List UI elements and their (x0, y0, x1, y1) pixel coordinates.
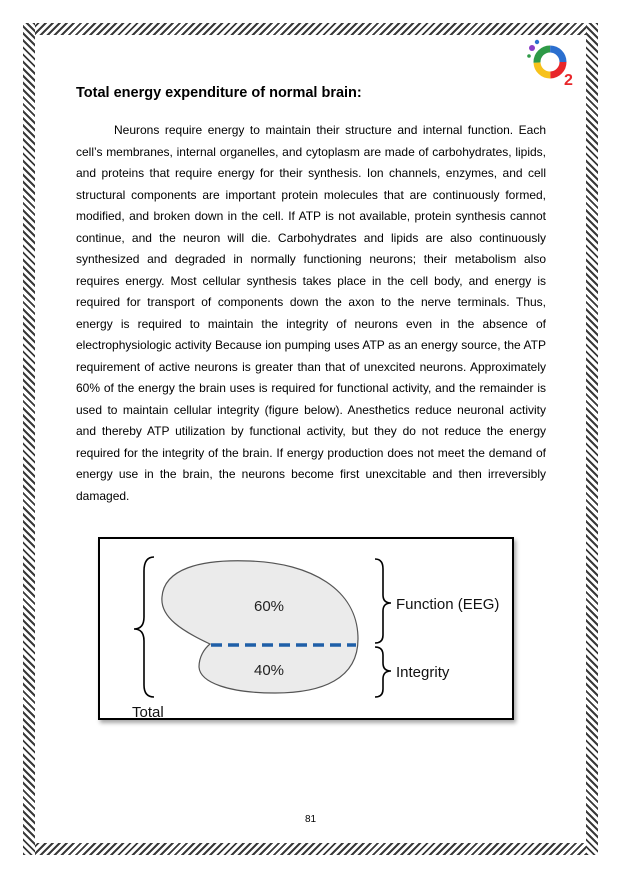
body-paragraph: Neurons require energy to maintain their structure and internal function. Each cell’s membranes, internal organelles, and cytoplasm are made of carbohydrates, lipids, and proteins that require energy for their synthesis. Ion channels, enzymes, and cell structural components are important protein molecules that are continuously formed, modified, and broken down in the cell. If ATP is not available, protein synthesis cannot continue, and the neuron will die. Carbohydrates and lipids are also continuously synthesized and degraded in normally functioning neurons; their metabolism also requires energy. Most cellular synthesis takes place in the cell body, and energy is required for transport of components down the axon to the nerve terminals. Thus, energy is required to maintain the integrity of neurons even in the absence of electrophysiologic activity Because ion pumping uses ATP as an energy source, the ATP requirement of active neurons is greater than that of unexcited neurons. Approximately 60% of the energy the brain uses is required for functional activity, and the remainder is used to maintain cellular integrity (figure below). Anesthetics reduce neuronal activity and thereby ATP utilization by functional activity, but they do not reduce the energy required for the integrity of the brain. If energy production does not meet the demand of energy use in the brain, the neurons become first unexcitable and then irreversibly damaged. (76, 123, 546, 503)
energy-diagram (100, 539, 512, 718)
integrity-brace (375, 647, 391, 697)
lower-percent-label: 40% (254, 662, 285, 679)
page-border-left (23, 23, 35, 855)
upper-percent-label: 60% (254, 598, 285, 615)
page-border-top (23, 23, 598, 35)
function-label: Function (EEG) (396, 596, 500, 613)
page-border-bottom (23, 843, 598, 855)
page-number: 81 (304, 814, 317, 825)
page-border-right (586, 23, 598, 855)
logo-subscript: 2 (564, 72, 573, 88)
integrity-label: Integrity (396, 664, 450, 681)
total-brace (134, 557, 154, 697)
total-label: Total (132, 704, 164, 718)
function-brace (375, 559, 391, 643)
o2-logo-icon (524, 38, 580, 88)
energy-figure (98, 537, 514, 720)
section-heading: Total energy expenditure of normal brain: (76, 85, 362, 101)
